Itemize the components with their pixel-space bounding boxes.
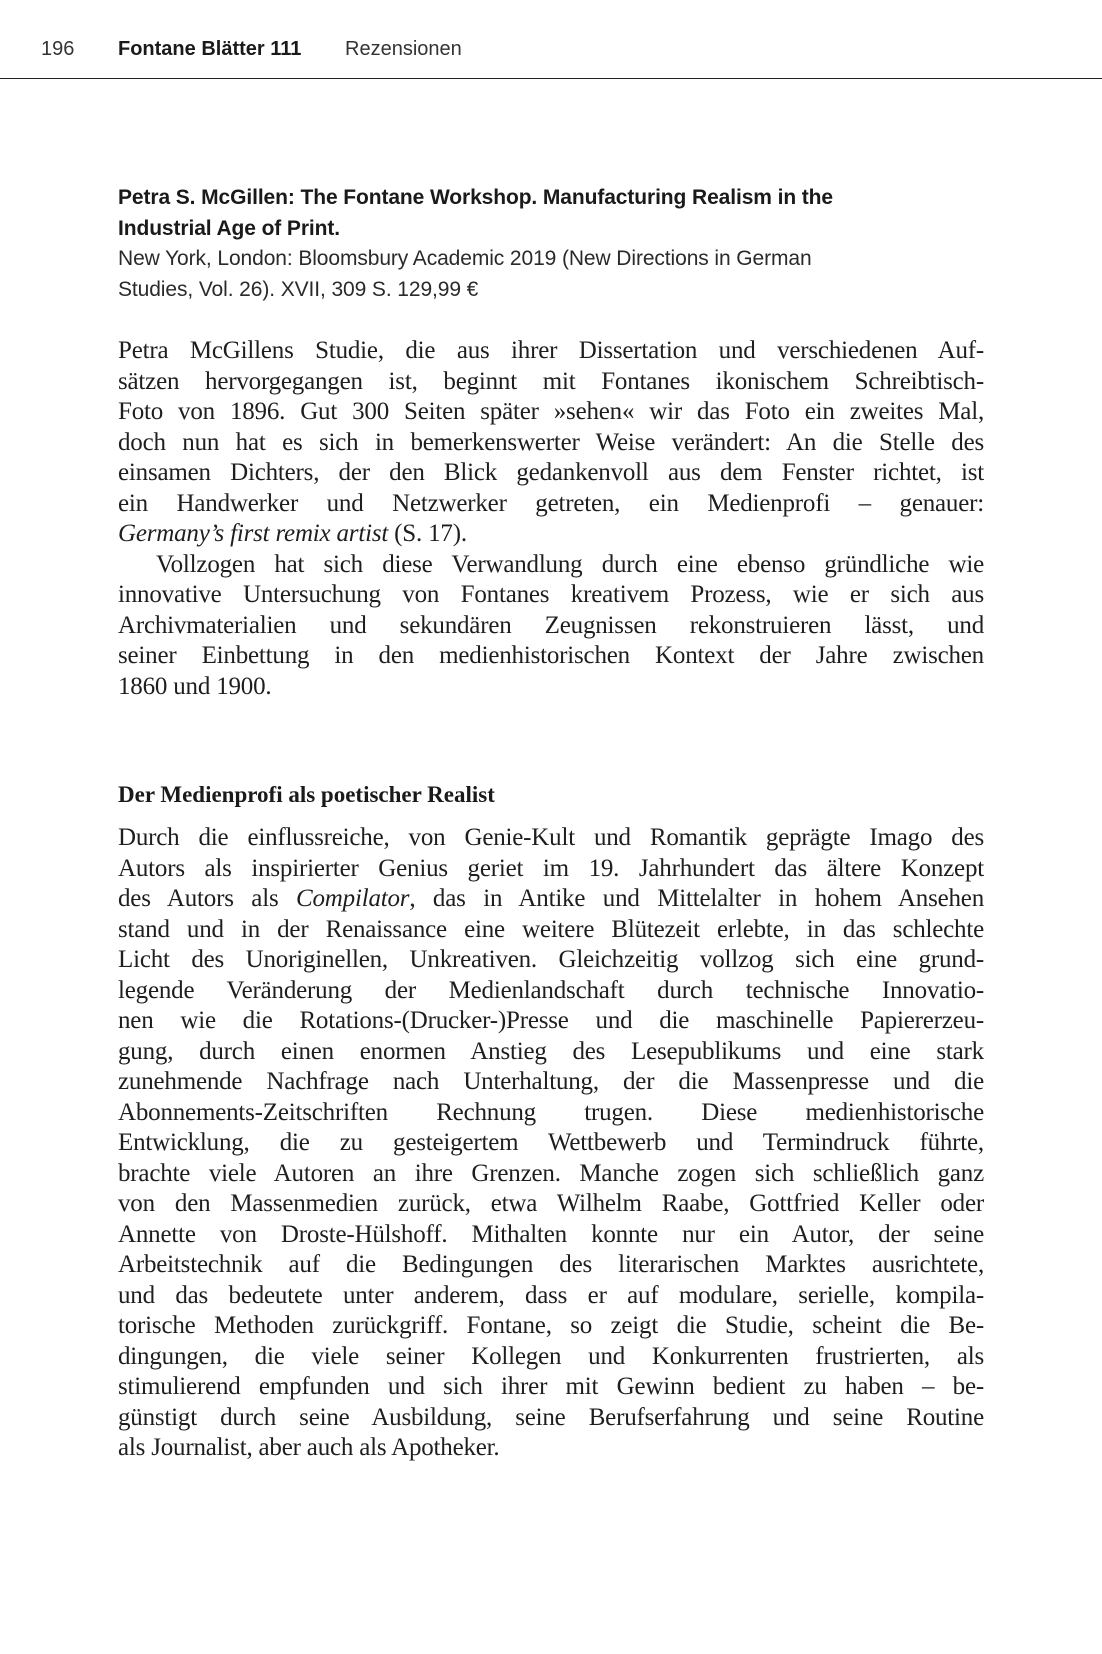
paragraph-section <box>118 823 984 1464</box>
running-head <box>0 0 1102 79</box>
text-line: stand und in der Renaissance eine weitere Blütezeit erlebte, in das schlechte <box>118 915 984 943</box>
paragraph-intro <box>118 336 984 702</box>
text-line: Annette von Droste-Hülshoff. Mithalten konnte nur ein Autor, der seine <box>118 1220 984 1248</box>
page-number: 196 <box>41 38 75 60</box>
text-line: innovative Untersuchung von Fontanes kreativem Prozess, wie er sich aus <box>118 581 984 608</box>
text-line: nen wie die Rotations-(Drucker-)Presse und die maschinelle Papiererzeu- <box>118 1007 984 1034</box>
review-title-line: Petra S. McGillen: The Fontane Workshop. Manufacturing Realism in the <box>118 186 833 209</box>
quote-italic: Germany’s first remix artist <box>118 520 389 547</box>
text-line: torische Methoden zurückgriff. Fontane, so zeigt die Studie, scheint die Be- <box>118 1312 984 1339</box>
text-line: Foto von 1896. Gut 300 Seiten später »sehen« wir das Foto ein zweites Mal, <box>118 398 984 425</box>
text-line: Abonnements-Zeitschriften Rechnung trugen. Diese medienhistorische <box>118 1098 984 1126</box>
text-line: günstigt durch seine Ausbildung, seine Berufserfahrung und seine Routine <box>118 1403 984 1431</box>
text-line: einsamen Dichters, der den Blick gedankenvoll aus dem Fenster richtet, ist <box>118 459 984 486</box>
bibliography-line: New York, London: Bloomsbury Academic 2019 (New Directions in German <box>118 247 812 270</box>
text-line <box>118 884 984 915</box>
text-line: Entwicklung, die zu gesteigertem Wettbewerb und Termindruck führte, <box>118 1129 984 1156</box>
text-fragment: des Autors als <box>118 885 297 912</box>
text-line: ein Handwerker und Netzwerker getreten, ein Medienprofi – genauer: <box>118 489 984 517</box>
text-line: brachte viele Autoren an ihre Grenzen. Manche zogen sich schließlich ganz <box>118 1159 984 1187</box>
text-line: von den Massenmedien zurück, etwa Wilhelm Raabe, Gottfried Keller oder <box>118 1190 984 1217</box>
review-title-line: Industrial Age of Print. <box>118 216 340 240</box>
text-line: stimulierend empfunden und sich ihrer mit Gewinn bedient zu haben – be- <box>118 1373 984 1400</box>
section-heading: Der Medienprofi als poetischer Realist <box>118 782 495 808</box>
text-line: Archivmaterialien und sekundären Zeugnissen rekonstruieren lässt, und <box>118 611 984 639</box>
text-line: Vollzogen hat sich diese Verwandlung durch eine ebenso gründliche wie <box>156 550 984 578</box>
page-reference: (S. 17). <box>388 520 467 547</box>
text-line: als Journalist, aber auch als Apotheker. <box>118 1434 500 1461</box>
text-line: gung, durch einen enormen Anstieg des Lesepublikums und eine stark <box>118 1037 984 1065</box>
journal-title: Fontane Blätter 111 <box>118 38 302 60</box>
text-line: sätzen hervorgegangen ist, beginnt mit Fontanes ikonischem Schreibtisch- <box>118 367 984 395</box>
text-line: seiner Einbettung in den medienhistorischen Kontext der Jahre zwischen <box>118 642 984 669</box>
text-line: Licht des Unoriginellen, Unkreativen. Gleichzeitig vollzog sich eine grund- <box>118 946 984 973</box>
text-line <box>118 519 984 550</box>
text-line: dingungen, die viele seiner Kollegen und Konkurrenten frustrierten, als <box>118 1342 984 1370</box>
text-line: Petra McGillens Studie, die aus ihrer Dissertation und verschiedenen Auf- <box>118 337 984 364</box>
term-italic: Compilator <box>296 885 410 912</box>
section-name: Rezensionen <box>345 38 462 60</box>
text-line: Arbeitstechnik auf die Bedingungen des literarischen Marktes ausrichtete, <box>118 1251 984 1278</box>
text-line: 1860 und 1900. <box>118 672 272 700</box>
text-line: zunehmende Nachfrage nach Unterhaltung, der die Massenpresse und die <box>118 1068 984 1095</box>
review-header <box>118 183 988 305</box>
text-fragment: , das in Antike und Mittelalter in hohem Ansehen <box>409 885 985 912</box>
text-line: Autors als inspirierter Genius geriet im 19. Jahrhundert das ältere Konzept <box>118 854 984 882</box>
text-line: legende Veränderung der Medienlandschaft durch technische Innovatio- <box>118 976 984 1004</box>
text-line: Durch die einflussreiche, von Genie-Kult und Romantik geprägte Imago des <box>118 824 984 851</box>
text-line: doch nun hat es sich in bemerkenswerter Weise verändert: An die Stelle des <box>118 428 984 456</box>
text-line: und das bedeutete unter anderem, dass er auf modulare, serielle, kompila- <box>118 1281 984 1309</box>
bibliography-line: Studies, Vol. 26). XVII, 309 S. 129,99 € <box>118 277 479 301</box>
